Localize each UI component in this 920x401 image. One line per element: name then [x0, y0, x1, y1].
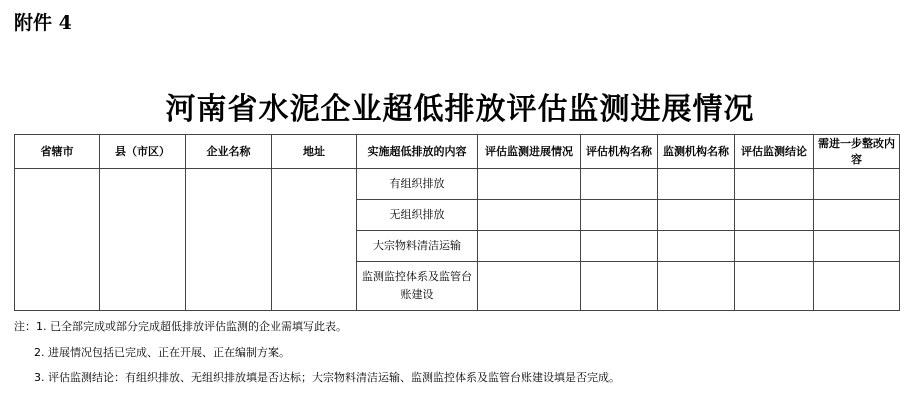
monitoring-org-cell[interactable]: [658, 169, 735, 200]
progress-cell[interactable]: [478, 200, 581, 231]
content-item: 无组织排放: [357, 200, 478, 231]
column-header-company: 企业名称: [186, 135, 272, 169]
assessment-org-cell[interactable]: [581, 231, 658, 262]
column-header-assessment-org: 评估机构名称: [581, 135, 658, 169]
column-header-monitoring-org: 监测机构名称: [658, 135, 735, 169]
progress-cell[interactable]: [478, 169, 581, 200]
column-header-city: 省辖市: [15, 135, 100, 169]
conclusion-cell[interactable]: [735, 200, 814, 231]
rectification-cell[interactable]: [814, 200, 900, 231]
progress-cell[interactable]: [478, 262, 581, 311]
county-cell[interactable]: [100, 169, 186, 311]
address-cell[interactable]: [272, 169, 357, 311]
rectification-cell[interactable]: [814, 231, 900, 262]
note-1: 注：1. 已全部完成或部分完成超低排放评估监测的企业需填写此表。: [14, 320, 347, 333]
content-item: 监测监控体系及监管台账建设: [357, 262, 478, 311]
progress-cell[interactable]: [478, 231, 581, 262]
note-2: 2. 进展情况包括已完成、正在开展、正在编制方案。: [34, 346, 290, 359]
column-header-progress: 评估监测进展情况: [478, 135, 581, 169]
conclusion-cell[interactable]: [735, 169, 814, 200]
attachment-label: 附件 4: [14, 12, 72, 34]
monitoring-org-cell[interactable]: [658, 262, 735, 311]
monitoring-org-cell[interactable]: [658, 200, 735, 231]
column-header-address: 地址: [272, 135, 357, 169]
rectification-cell[interactable]: [814, 262, 900, 311]
conclusion-cell[interactable]: [735, 262, 814, 311]
table-row: [15, 169, 900, 200]
column-header-conclusion: 评估监测结论: [735, 135, 814, 169]
assessment-org-cell[interactable]: [581, 169, 658, 200]
assessment-org-cell[interactable]: [581, 262, 658, 311]
column-header-rectification: 需进一步整改内容: [814, 135, 900, 169]
content-item: 大宗物料清洁运输: [357, 231, 478, 262]
monitoring-org-cell[interactable]: [658, 231, 735, 262]
rectification-cell[interactable]: [814, 169, 900, 200]
assessment-org-cell[interactable]: [581, 200, 658, 231]
note-3: 3. 评估监测结论：有组织排放、无组织排放填是否达标；大宗物料清洁运输、监测监控体系及监管台账建设填是否完成。: [34, 371, 620, 384]
content-item: 有组织排放: [357, 169, 478, 200]
conclusion-cell[interactable]: [735, 231, 814, 262]
progress-table: [14, 134, 900, 311]
city-cell[interactable]: [15, 169, 100, 311]
column-header-county: 县（市区）: [100, 135, 186, 169]
page-title: 河南省水泥企业超低排放评估监测进展情况: [165, 92, 755, 127]
table-header-row: [15, 135, 900, 169]
company-cell[interactable]: [186, 169, 272, 311]
column-header-content: 实施超低排放的内容: [357, 135, 478, 169]
